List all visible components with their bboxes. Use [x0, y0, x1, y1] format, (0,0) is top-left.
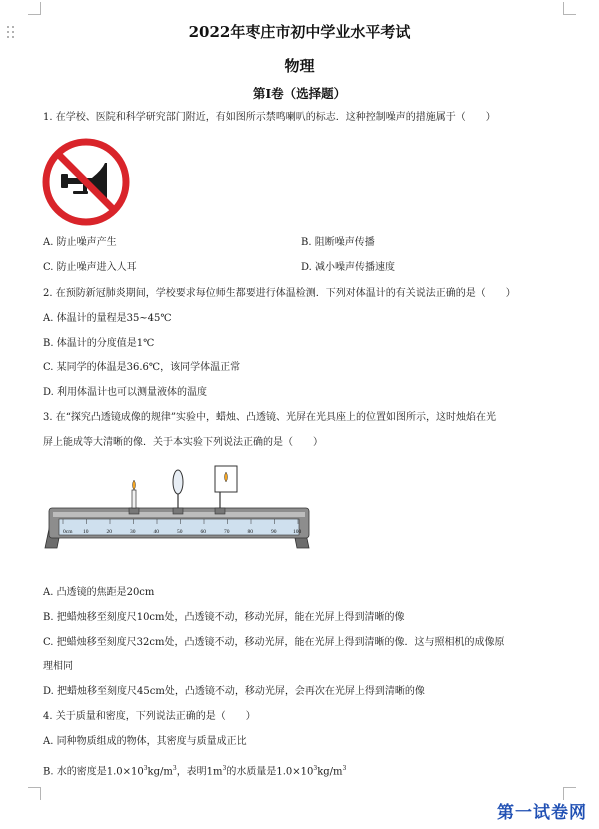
candle-icon	[129, 480, 139, 514]
q4-option-b: B. 水的密度是$1.0\times 10^3kg/m^3$，表明$1m^3$的水质量是$1.0\times 10^3kg/m^3$	[43, 765, 347, 778]
q3-option-d: D. 把蜡烛移至刻度尺45cm处，凸透镜不动，移动光屏，会再次在光屏上得到清晰的像	[43, 686, 425, 697]
crop-mark-top-right	[563, 2, 576, 15]
q3-option-c-line1: C. 把蜡烛移至刻度尺32cm处，凸透镜不动，移动光屏，能在光屏上得到清晰的像．这与照相机的成像原	[43, 637, 505, 648]
scale-unit-label: 0cm	[63, 529, 73, 535]
q2-option-b: B. 体温计的分度值是1℃	[43, 338, 155, 349]
q2-option-a: A. 体温计的量程是35~45℃	[43, 313, 172, 324]
q1-option-b: B. 阻断噪声传播	[301, 237, 375, 248]
question-1-text: 1. 在学校、医院和科学研究部门附近，有如图所示禁鸣喇叭的标志．这种控制噪声的措施属于（ ）	[43, 112, 496, 123]
q4-option-a: A. 同种物质组成的物体，其密度与质量成正比	[43, 736, 247, 747]
scale-tick-70: 70	[224, 529, 230, 535]
optical-bench-diagram	[43, 462, 315, 550]
q1-option-c: C. 防止噪声进入人耳	[43, 262, 137, 273]
q3-option-b: B. 把蜡烛移至刻度尺10cm处，凸透镜不动，移动光屏，能在光屏上得到清晰的像	[43, 612, 405, 623]
site-watermark: 第一试卷网	[497, 803, 587, 823]
scale-tick-30: 30	[130, 529, 136, 535]
convex-lens-icon	[173, 470, 183, 514]
question-2-text: 2. 在预防新冠肺炎期间，学校要求每位师生都要进行体温检测．下列对体温计的有关说法正确的是（ ）	[43, 288, 516, 299]
scale-tick-60: 60	[200, 529, 206, 535]
scale-tick-20: 20	[106, 529, 112, 535]
crop-mark-top-left	[28, 2, 41, 15]
question-3-text-line2: 屏上能成等大清晰的像．关于本实验下列说法正确的是（ ）	[43, 437, 323, 448]
question-4-text: 4. 关于质量和密度，下列说法正确的是（ ）	[43, 711, 256, 722]
no-horn-sign-icon	[42, 138, 130, 226]
section-title: 第I卷（选择题）	[252, 86, 347, 101]
crop-mark-bottom-left	[28, 787, 41, 800]
scale-tick-10: 10	[83, 529, 89, 535]
scale-tick-100: 100	[293, 529, 302, 535]
exam-title: 2022年枣庄市初中学业水平考试	[188, 23, 411, 41]
scale-tick-90: 90	[271, 529, 277, 535]
q3-option-c-line2: 理相同	[43, 661, 73, 672]
subject-title: 物理	[284, 57, 315, 75]
scale-tick-40: 40	[153, 529, 159, 535]
q2-option-c: C. 某同学的体温是36.6℃，该同学体温正常	[43, 362, 241, 373]
scale-tick-50: 50	[177, 529, 183, 535]
q3-option-a: A. 凸透镜的焦距是20cm	[43, 587, 155, 598]
q1-option-d: D. 减小噪声传播速度	[301, 262, 396, 273]
question-3-text-line1: 3. 在“探究凸透镜成像的规律”实验中，蜡烛、凸透镜、光屏在光具座上的位置如图所示，这时烛焰在光	[43, 412, 496, 423]
q2-option-d: D. 利用体温计也可以测量液体的温度	[43, 387, 208, 398]
light-screen-icon	[215, 466, 237, 514]
scale-tick-80: 80	[247, 529, 253, 535]
q1-option-a: A. 防止噪声产生	[43, 237, 117, 248]
